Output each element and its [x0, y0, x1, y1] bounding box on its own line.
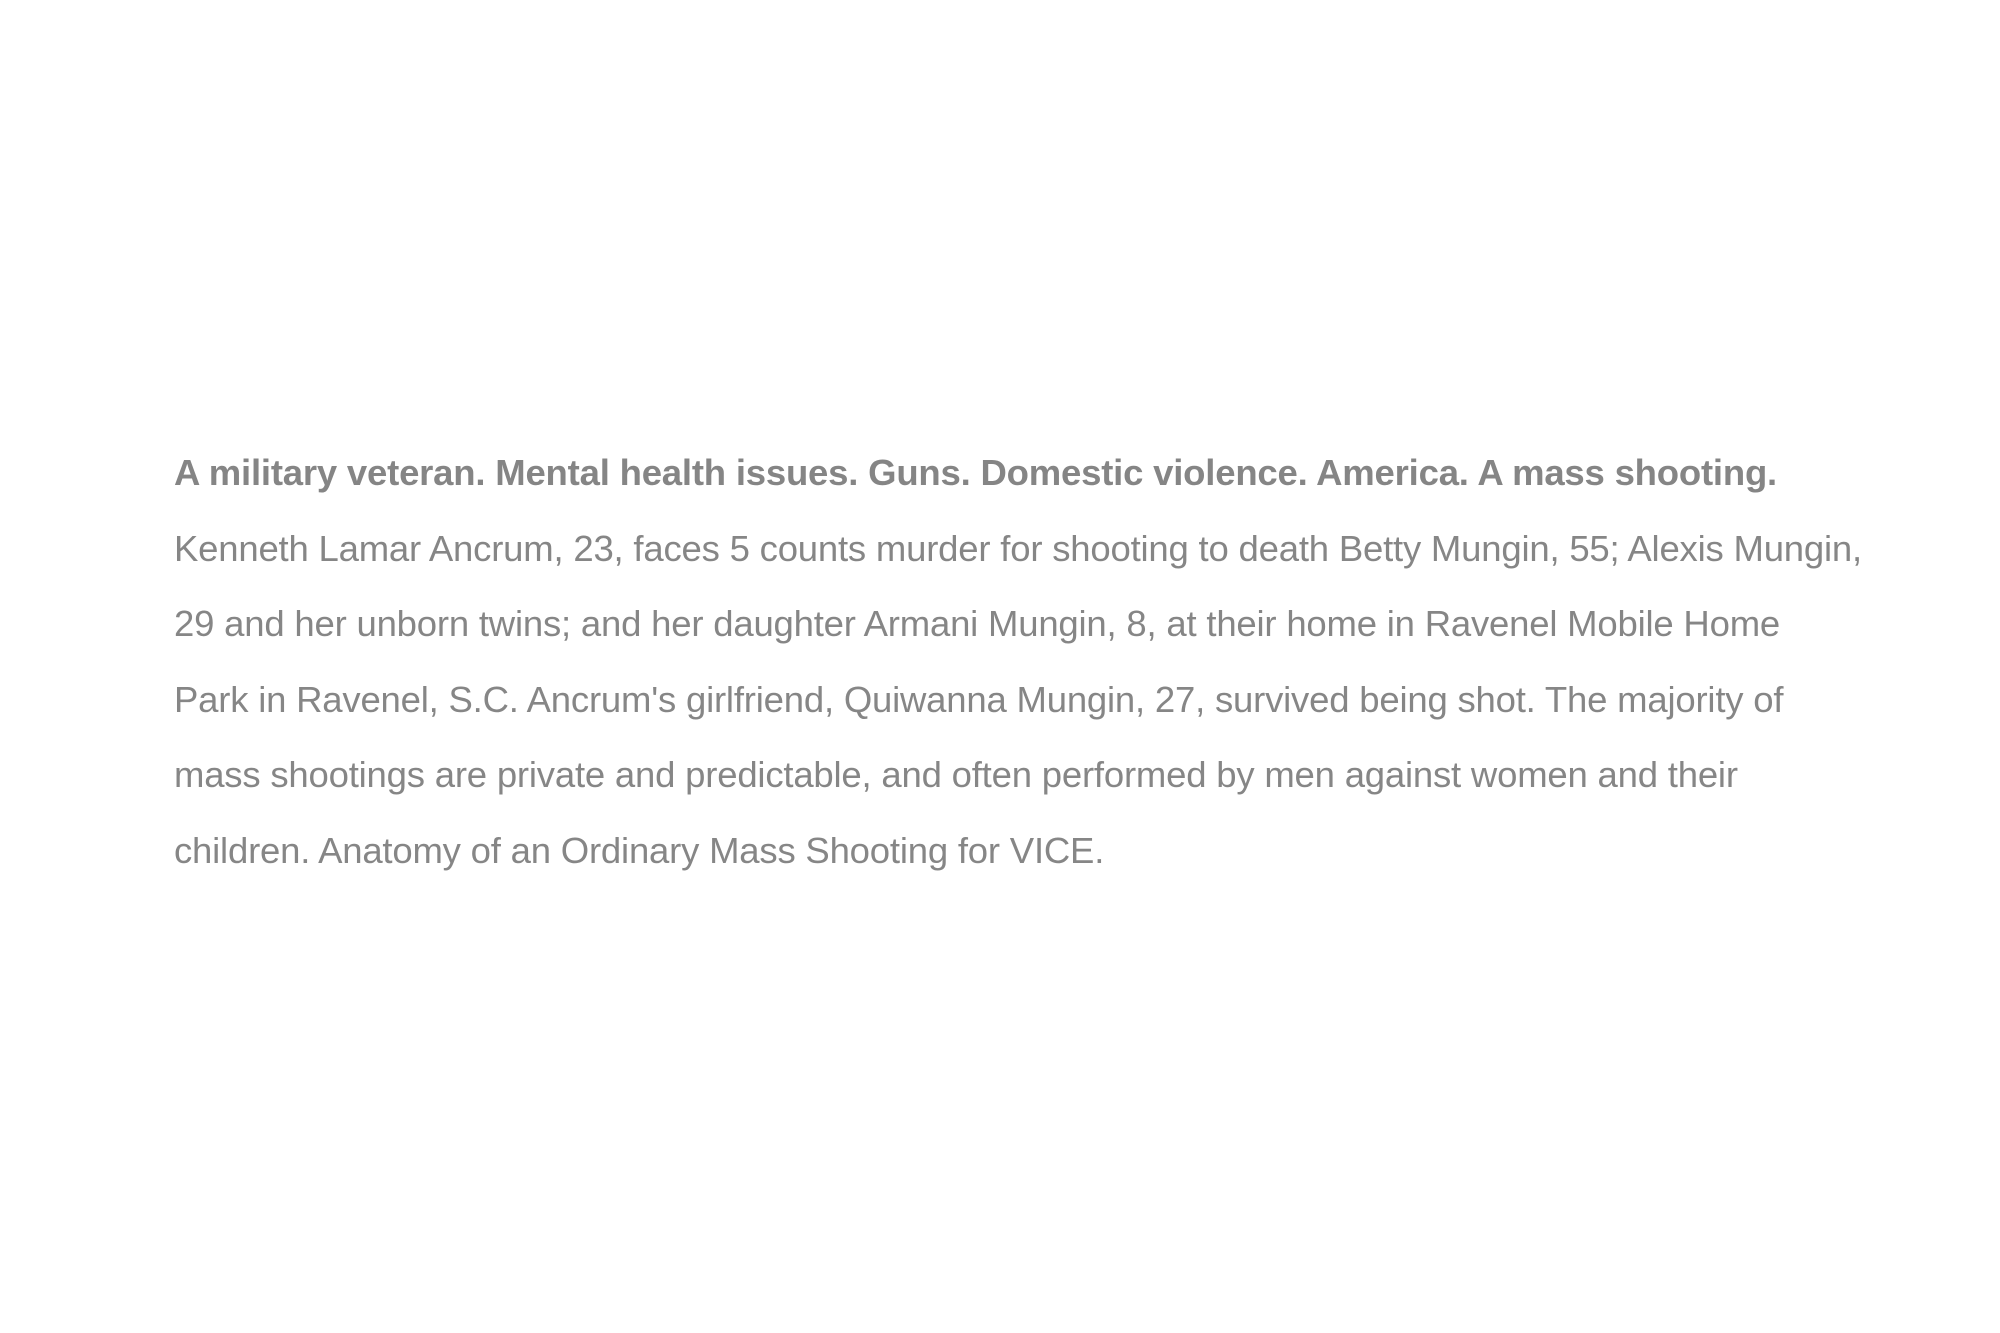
article-body: Kenneth Lamar Ancrum, 23, faces 5 counts murder for shooting to death Betty Mungin, 55; Alexis Mungin, 29 and her unborn twins; and her daughter Armani Mungin, 8, at their home in Ravenel Mobile Home Park in Ravenel, S.C. Ancrum's girlfriend, Quiwanna Mungin, 27, survived being shot. The majority of mass shootings are private and predictable, and often performed by men against women and their children. Anatomy of an Ordinary Mass Shooting for VICE. — [174, 527, 1862, 871]
article-block — [174, 435, 1864, 888]
article-headline: A military veteran. Mental health issues. Guns. Domestic violence. America. A mass shooting. — [174, 452, 1777, 493]
